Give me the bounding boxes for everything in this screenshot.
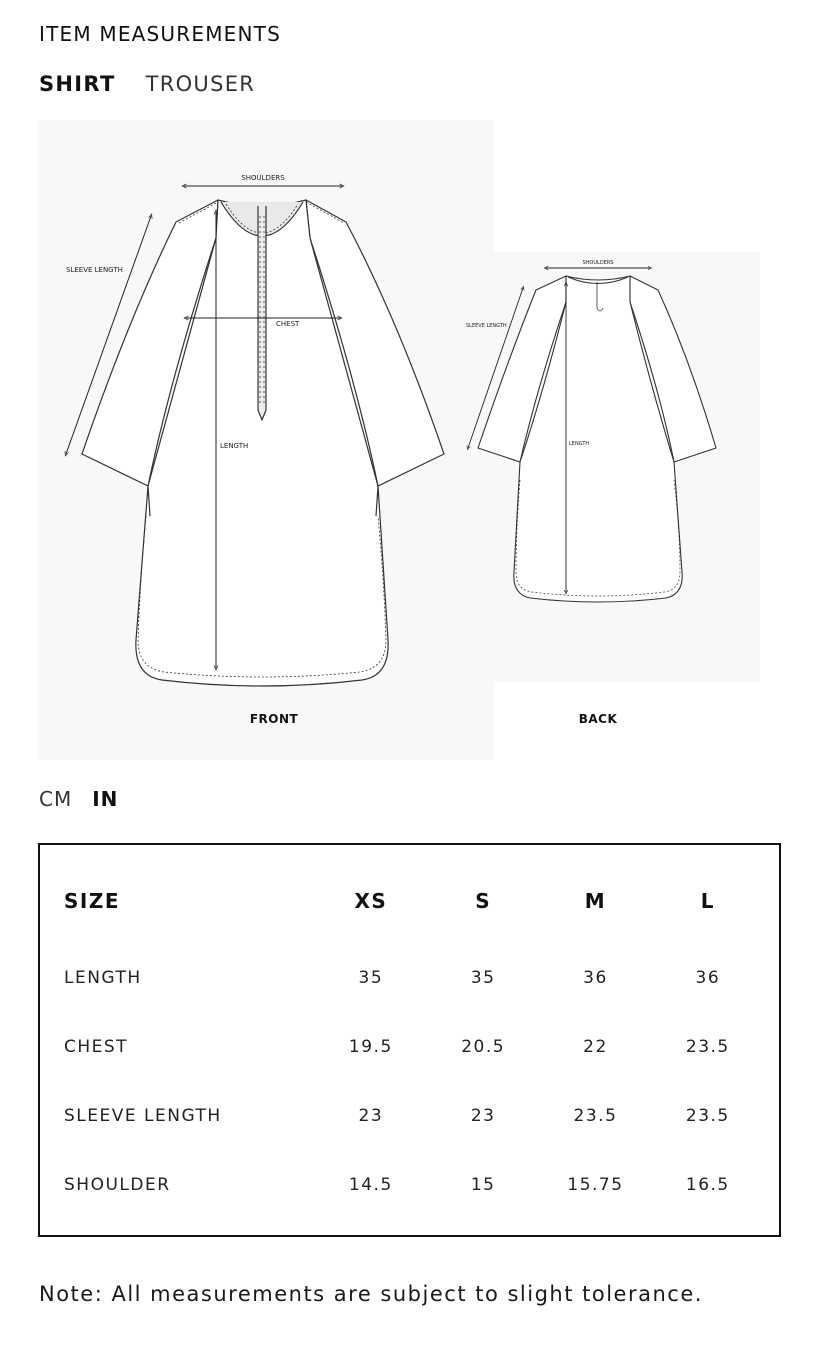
cell-value: 36 [695,967,721,988]
table-row [64,1150,764,1219]
cell-value: 23 [470,1105,496,1126]
tab-shirt[interactable]: SHIRT [39,72,116,96]
cell-value: 16.5 [685,1174,730,1195]
size-header-m: M [584,889,607,913]
table-row [64,1012,764,1081]
cell-value: 35 [358,967,384,988]
size-table-header-row [64,875,764,943]
cell-value: 22 [583,1036,608,1057]
row-label: LENGTH [64,967,142,988]
cell-value: 35 [470,967,496,988]
cell-value: 15 [470,1174,496,1195]
cell-value: 23.5 [573,1105,618,1126]
row-label: CHEST [64,1036,129,1057]
garment-tabs [39,72,255,96]
front-shoulders-label: SHOULDERS [241,174,285,182]
page-title: ITEM MEASUREMENTS [39,22,281,46]
back-caption: BACK [578,712,618,726]
row-label: SHOULDER [64,1174,171,1195]
unit-tab-in[interactable]: IN [92,787,119,811]
tolerance-note: Note: All measurements are subject to slight tolerance. [39,1282,703,1306]
table-row [64,943,764,1012]
measurement-illustration [38,120,760,760]
row-label: SLEEVE LENGTH [64,1105,222,1126]
size-header: SIZE [64,889,121,913]
cell-value: 23.5 [685,1036,730,1057]
cell-value: 20.5 [461,1036,506,1057]
size-chart [38,843,781,1237]
size-header-l: L [700,889,715,913]
front-chest-label: CHEST [276,320,300,328]
front-length-label: LENGTH [220,442,249,450]
table-row [64,1081,764,1150]
back-shoulders-label: SHOULDERS [582,260,614,266]
cell-value: 15.75 [567,1174,624,1195]
front-caption: FRONT [249,712,299,726]
back-sleeve-length-label: SLEEVE LENGTH [466,323,507,329]
size-table [64,875,764,1219]
cell-value: 14.5 [348,1174,393,1195]
size-header-s: S [475,889,492,913]
cell-value: 23.5 [685,1105,730,1126]
cell-value: 36 [583,967,608,988]
cell-value: 23 [358,1105,384,1126]
tab-trouser[interactable]: TROUSER [145,72,256,96]
unit-tab-cm[interactable]: CM [39,787,73,811]
back-length-label: LENGTH [569,441,590,447]
unit-tabs [39,787,118,811]
front-sleeve-length-label: SLEEVE LENGTH [66,266,123,274]
size-header-xs: XS [354,889,388,913]
cell-value: 19.5 [348,1036,393,1057]
